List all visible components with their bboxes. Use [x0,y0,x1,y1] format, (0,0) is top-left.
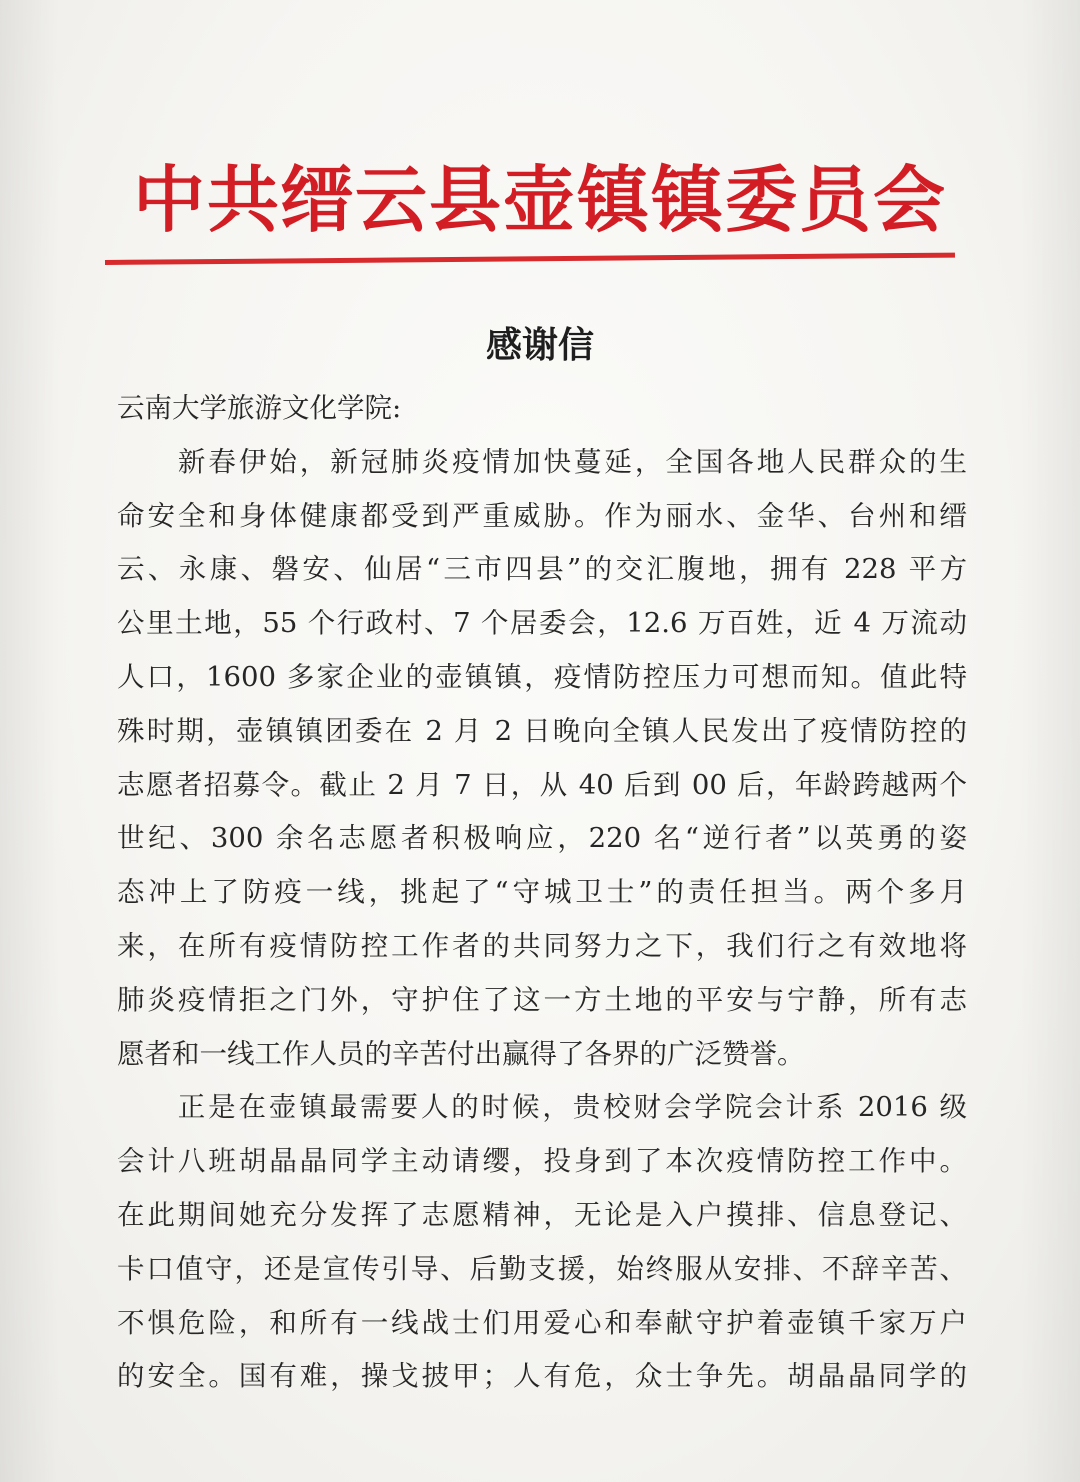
letterhead-red-rule [105,253,955,265]
letterhead-title: 中共缙云县壶镇镇委员会 [132,157,947,242]
body-line: 会计八班胡晶晶同学主动请缨，投身到了本次疫情防控工作中。 [117,1145,967,1178]
body-line: 的安全。国有难，操戈披甲；人有危，众士争先。胡晶晶同学的 [117,1360,967,1393]
body-line: 云、永康、磐安、仙居“三市四县”的交汇腹地，拥有 228 平方 [117,553,967,586]
body-line: 命安全和身体健康都受到严重威胁。作为丽水、金华、台州和缙 [117,499,967,532]
body-line: 卡口值守，还是宣传引导、后勤支援，始终服从安排、不辞辛苦、 [117,1252,967,1285]
letter-title: 感谢信 [485,325,594,366]
body-line: 来，在所有疫情防控工作者的共同努力之下，我们行之有效地将 [117,929,967,962]
body-line: 正是在壶镇最需要人的时候，贵校财会学院会计系 2016 级 [117,1091,967,1124]
body-line: 不惧危险，和所有一线战士们用爱心和奉献守护着壶镇千家万户 [117,1306,967,1339]
letter-body [117,382,967,1404]
body-line: 殊时期，壶镇镇团委在 2 月 2 日晚向全镇人民发出了疫情防控的 [117,714,967,747]
body-line: 世纪、300 余名志愿者积极响应，220 名“逆行者”以英勇的姿 [117,822,967,855]
body-line: 志愿者招募令。截止 2 月 7 日，从 40 后到 00 后，年龄跨越两个 [117,768,967,801]
salutation: 云南大学旅游文化学院: [117,392,402,424]
body-line: 公里土地，55 个行政村、7 个居委会，12.6 万百姓，近 4 万流动 [117,607,967,640]
body-line: 新春伊始，新冠肺炎疫情加快蔓延，全国各地人民群众的生 [117,445,967,478]
body-line: 态冲上了防疫一线，挑起了“守城卫士”的责任担当。两个多月 [117,876,967,909]
body-line: 愿者和一线工作人员的辛苦付出赢得了各界的广泛赞誉。 [117,1037,805,1070]
body-line: 肺炎疫情拒之门外，守护住了这一方土地的平安与宁静，所有志 [117,983,967,1016]
body-line: 人口，1600 多家企业的壶镇镇，疫情防控压力可想而知。值此特 [117,660,967,693]
body-line: 在此期间她充分发挥了志愿精神，无论是入户摸排、信息登记、 [117,1198,967,1231]
